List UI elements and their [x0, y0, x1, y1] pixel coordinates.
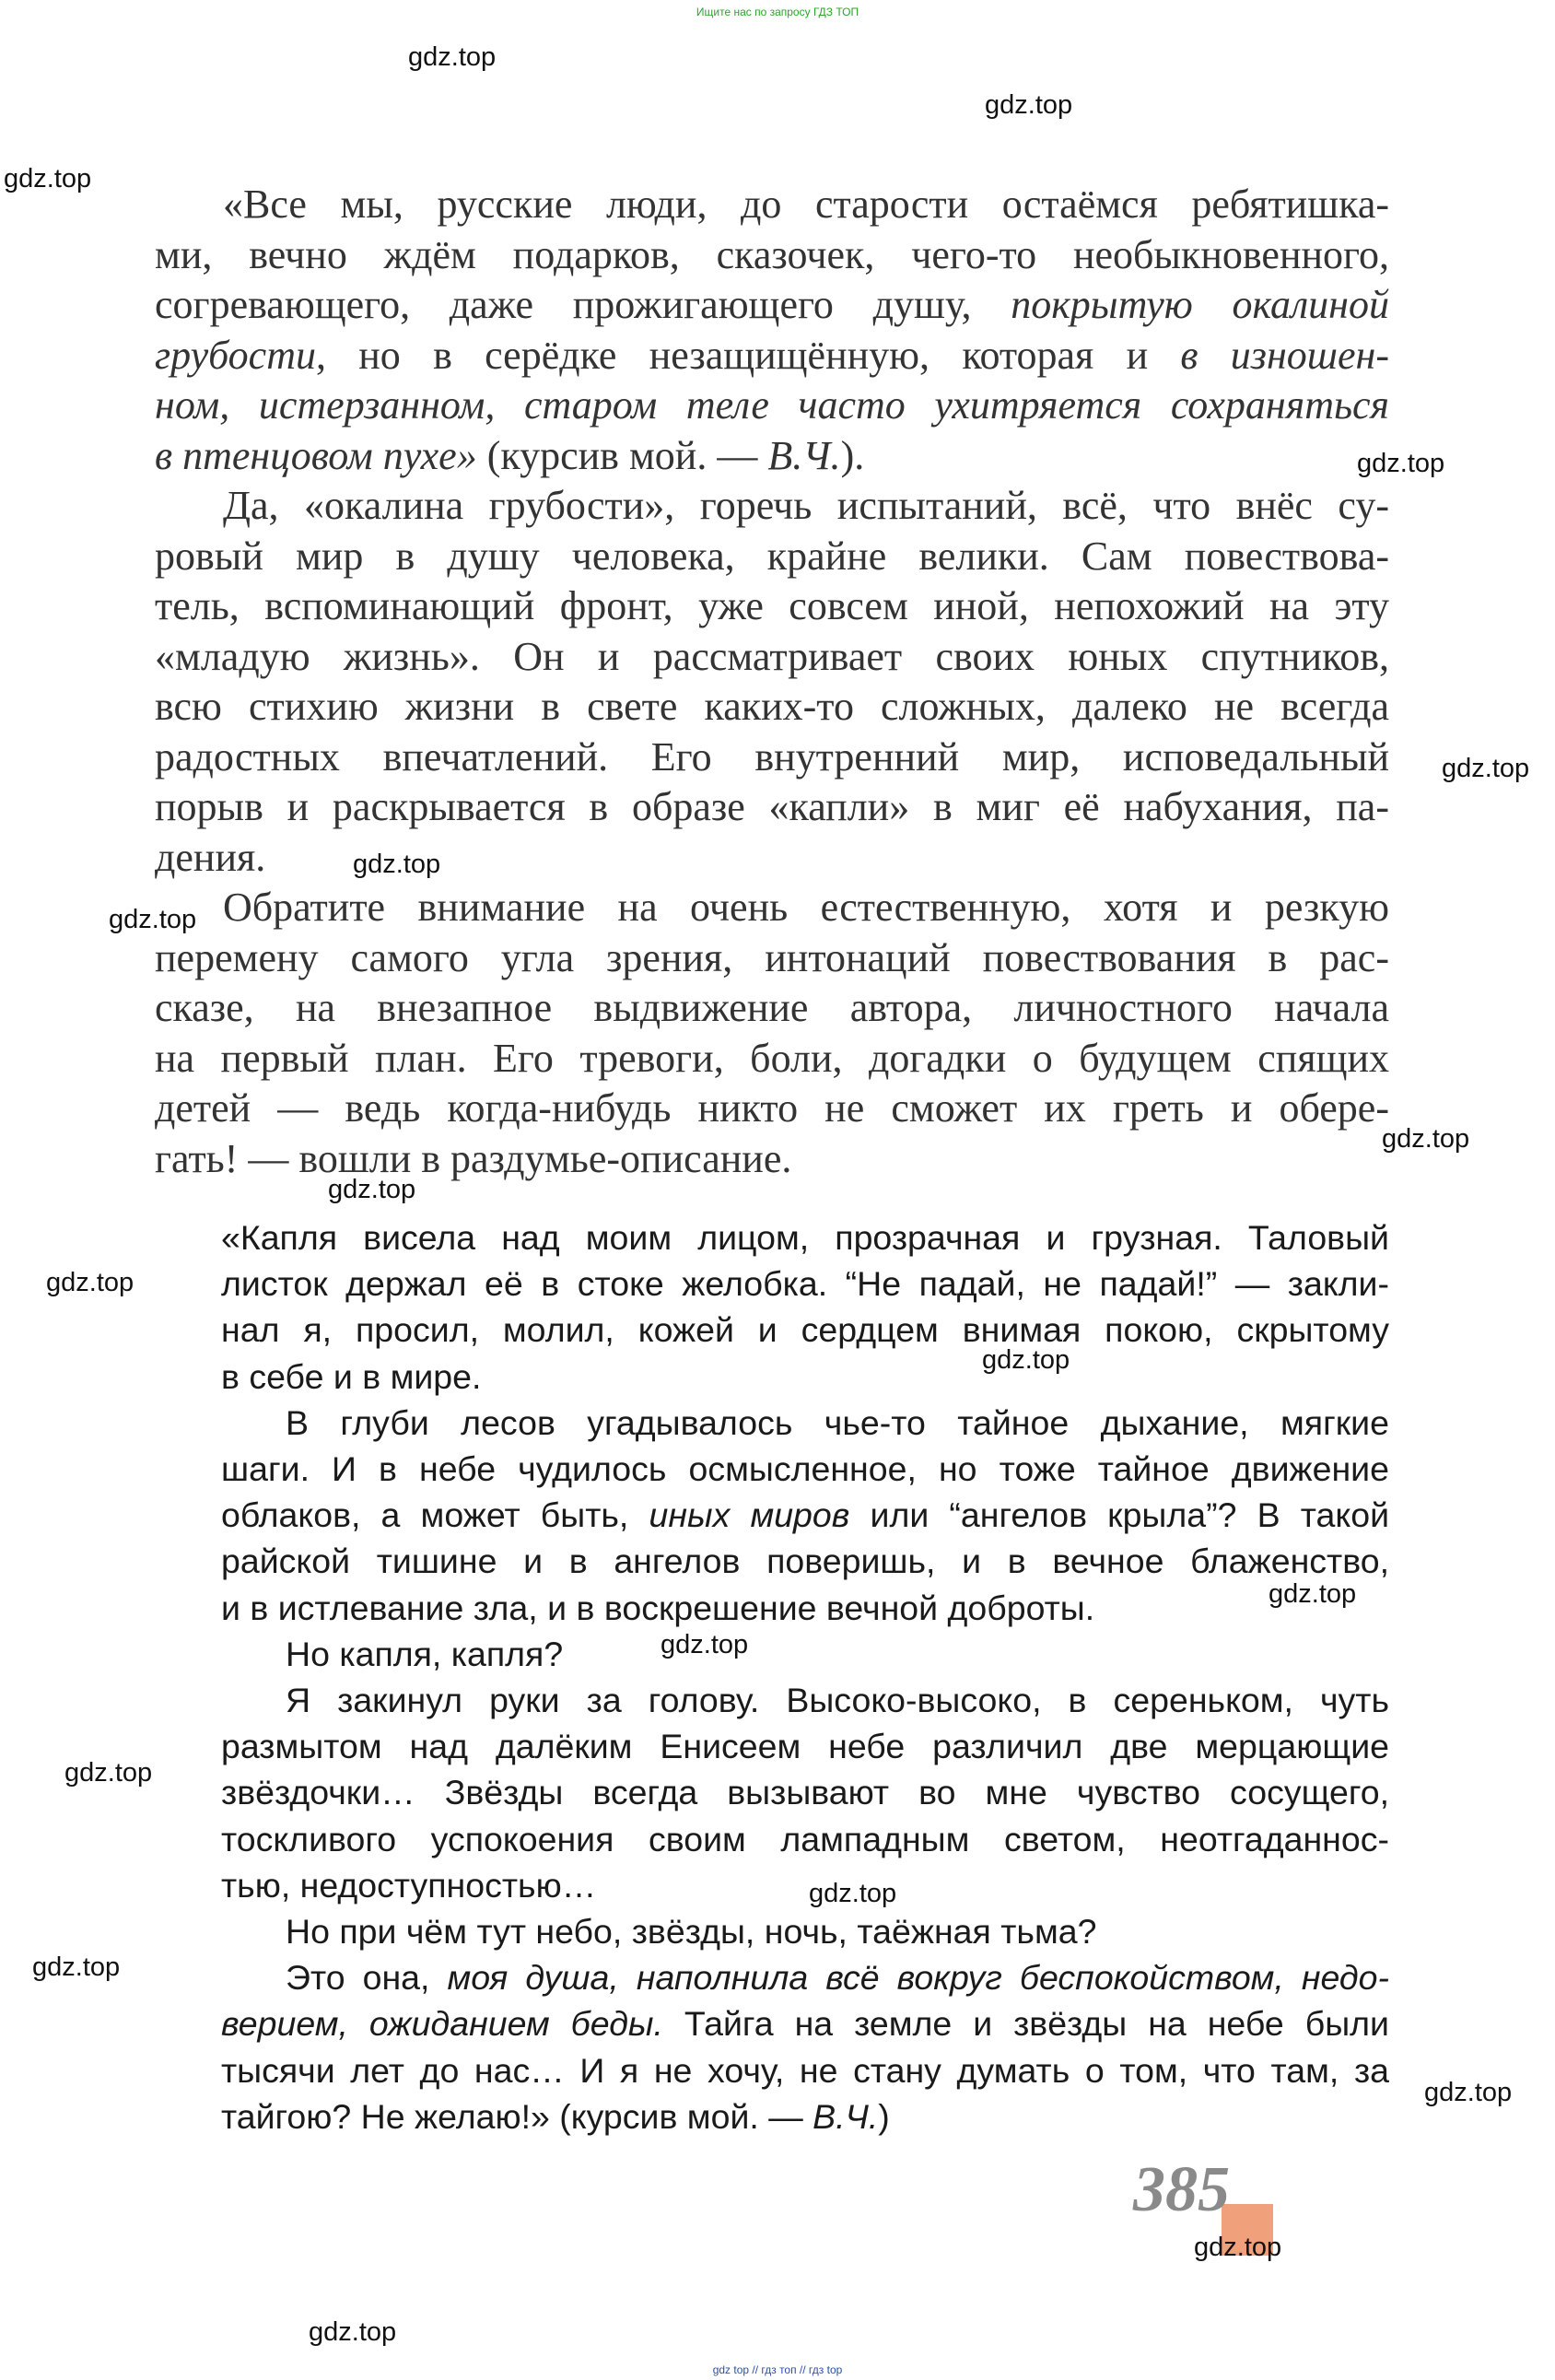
text-line: тью, недоступностью… — [221, 1865, 597, 1905]
watermark: gdz.top — [353, 850, 441, 879]
text-line: на первый план. Его тревоги, боли, догадки о будущем спящих — [155, 1035, 1389, 1081]
text-line: Да, «окалина грубости», горечь испытаний, всё, что внёс су- — [223, 483, 1389, 528]
watermark: gdz.top — [1269, 1579, 1357, 1609]
text-line: перемену самого угла зрения, интонаций повествования в рас- — [155, 934, 1389, 980]
watermark: gdz.top — [1194, 2233, 1282, 2262]
text-run: (курсив мой. — — [476, 432, 768, 478]
watermark: gdz.top — [661, 1630, 749, 1659]
bottom-banner: gdz top // гдз топ // гдз top — [712, 2363, 843, 2376]
text-run: ). — [840, 432, 865, 478]
italic-run: ном, истерзанном, старом теле часто ухитряется сохраняться — [155, 382, 1389, 428]
text-line — [221, 2000, 1389, 2046]
text-run: ) — [878, 2096, 890, 2136]
top-banner: Ищите нас по запросу ГДЗ ТОП — [696, 6, 859, 18]
quote-block — [221, 1214, 1389, 2140]
text-line — [221, 2093, 1389, 2140]
italic-run: В.Ч. — [767, 432, 841, 478]
watermark: gdz.top — [985, 90, 1073, 120]
text-line: тель, вспоминающий фронт, уже совсем иной, непохожий на эту — [155, 583, 1389, 628]
watermark: gdz.top — [109, 905, 197, 934]
text-line: сказе, на внезапное выдвижение автора, личностного начала — [155, 985, 1389, 1030]
watermark: gdz.top — [64, 1758, 153, 1788]
text-line: ми, вечно ждём подарков, сказочек, чего-то необыкновенного, — [155, 231, 1389, 277]
italic-run: в птенцовом пухе» — [155, 432, 477, 478]
text-run: Тайга на земле и звёзды на небе были — [662, 2004, 1389, 2044]
essay-paragraph-2 — [155, 481, 1389, 883]
watermark: gdz.top — [1424, 2078, 1513, 2107]
text-line: Но при чём тут небо, звёзды, ночь, таёжная тьма? — [286, 1912, 1097, 1952]
italic-run: В.Ч. — [813, 2096, 879, 2136]
text-line — [155, 431, 1389, 482]
text-line: гать! — вошли в раздумье-описание. — [155, 1135, 792, 1181]
text-line: Я закинул руки за голову. Высоко-высоко, в сереньком, чуть — [286, 1681, 1389, 1720]
text-run: тайгою? Не желаю!» (курсив мой. — — [221, 2096, 813, 2136]
text-run: Это она, — [286, 1958, 448, 1998]
watermark: gdz.top — [328, 1175, 416, 1204]
text-line: райской тишине и в ангелов поверишь, и в вечное блаженство, — [221, 1542, 1389, 1581]
text-line: «младую жизнь». Он и рассматривает своих юных спутников, — [155, 633, 1389, 679]
text-line: в себе и в мире. — [221, 1356, 482, 1396]
text-line — [221, 1492, 1389, 1538]
text-line: листок держал её в стоке желобка. “Не падай, не падай!” — закли- — [221, 1264, 1389, 1304]
text-line: и в истлевание зла, и в воскрешение вечной доброты. — [221, 1588, 1095, 1627]
italic-run: грубости — [155, 332, 316, 378]
text-run: , но в серёдке незащищённую, которая и — [315, 332, 1181, 378]
text-run: облаков, а может быть, — [221, 1495, 649, 1535]
watermark: gdz.top — [46, 1268, 134, 1297]
text-line: дения. — [155, 834, 266, 880]
italic-run: иных миров — [649, 1495, 850, 1535]
watermark: gdz.top — [1357, 449, 1445, 478]
italic-run: моя душа, наполнила всё вокруг беспокойством, недо- — [447, 1958, 1389, 1998]
text-line: В глуби лесов угадывалось чье-то тайное дыхание, мягкие — [286, 1402, 1389, 1442]
watermark: gdz.top — [809, 1879, 897, 1908]
watermark: gdz.top — [309, 2317, 397, 2347]
text-line: «Все мы, русские люди, до старости остаёмся ребятишка- — [223, 182, 1389, 227]
text-line: Но капля, капля? — [286, 1634, 564, 1673]
watermark: gdz.top — [1382, 1124, 1470, 1154]
text-run: согревающего, даже прожигающего душу, — [155, 282, 1011, 327]
text-line: ровый мир в душу человека, крайне велики. Сам повествова- — [155, 533, 1389, 579]
text-line: тоскливого успокоения своим лампадным светом, неотгаданнос- — [221, 1819, 1389, 1858]
watermark: gdz.top — [1442, 754, 1530, 783]
text-line: детей — ведь когда-нибудь никто не сможет их греть и обере- — [155, 1085, 1389, 1131]
watermark: gdz.top — [32, 1952, 121, 1982]
italic-run: покрытую окалиной — [1011, 282, 1389, 327]
text-line — [155, 331, 1389, 381]
watermark: gdz.top — [982, 1345, 1070, 1375]
text-line: тысячи лет до нас… И я не хочу, не стану думать о том, что там, за — [221, 2050, 1389, 2090]
text-line: порыв и раскрывается в образе «капли» в миг её набухания, па- — [155, 784, 1389, 829]
watermark: gdz.top — [4, 164, 92, 193]
text-line: всю стихию жизни в свете каких-то сложных, далеко не всегда — [155, 684, 1389, 729]
text-line: «Капля висела над моим лицом, прозрачная и грузная. Таловый — [221, 1218, 1389, 1257]
text-line: радостных впечатлений. Его внутренний мир, исповедальный — [155, 733, 1389, 780]
text-line: Обратите внимание на очень естественную, хотя и резкую — [223, 885, 1389, 930]
text-line — [155, 381, 1389, 431]
page-number: 385 — [1133, 2154, 1230, 2225]
text-line: шаги. И в небе чудилось осмысленное, но тоже тайное движение — [221, 1449, 1389, 1489]
text-line: звёздочки… Звёзды всегда вызывают во мне чувство сосущего, — [221, 1773, 1389, 1812]
essay-paragraph-1 — [155, 180, 1389, 481]
essay-paragraph-3 — [155, 883, 1389, 1184]
text-line: размытом над далёким Енисеем небе различил две мерцающие — [221, 1727, 1389, 1766]
text-line: нал я, просил, молил, кожей и сердцем внимая покою, скрытому — [221, 1310, 1389, 1350]
text-line — [221, 1954, 1389, 2000]
italic-run: верием, ожиданием беды. — [221, 2004, 663, 2044]
italic-run: в изношен- — [1180, 332, 1389, 378]
text-line — [155, 280, 1389, 331]
text-run: или “ангелов крыла”? В такой — [849, 1495, 1390, 1535]
watermark: gdz.top — [408, 42, 497, 72]
